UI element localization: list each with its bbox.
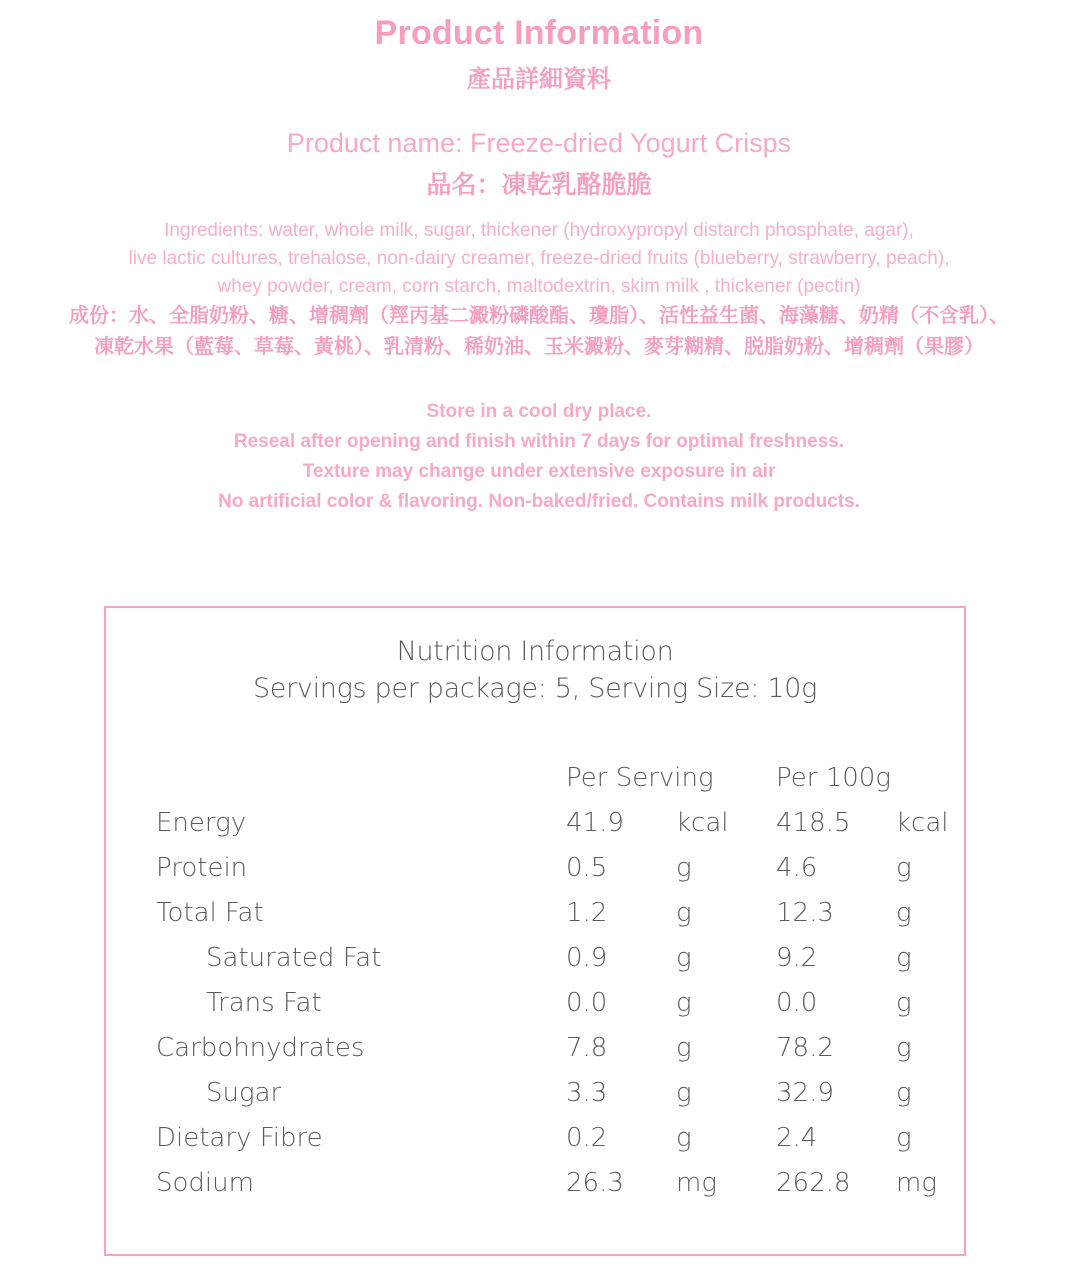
nutrition-row-per-100g-unit: g [896,943,912,973]
ingredients-line-zh-1: 成份：水、全脂奶粉、糖、增稠劑（羥丙基二澱粉磷酸酯、瓊脂）、活性益生菌、海藻糖、奶精（不含乳）、 [69,305,1009,327]
nutrition-row-label: Total Fat [156,898,264,928]
ingredients-line-en-3: whey powder, cream, corn starch, maltodextrin, skim milk , thickener (pectin) [217,276,861,297]
storage-line-1: Store in a cool dry place. [426,401,652,422]
storage-line-2: Reseal after opening and finish within 7 days for optimal freshness. [233,431,845,452]
nutrition-row-per-serving-value: 7.8 [566,1033,608,1063]
nutrition-row-per-100g-value: 78.2 [776,1033,834,1063]
nutrition-row-per-serving-unit: g [676,853,692,883]
nutrition-row-label: Saturated Fat [206,943,382,973]
ingredients-line-en-2: live lactic cultures, trehalose, non-dairy creamer, freeze-dried fruits (blueberry, strawberry, peach), [128,248,950,269]
nutrition-row-per-100g-unit: kcal [896,808,949,838]
nutrition-row-per-100g-value: 0.0 [776,988,818,1018]
ingredients-line-en-1: Ingredients: water, whole milk, sugar, thickener (hydroxypropyl distarch phosphate, agar), [164,220,914,241]
nutrition-row-per-100g-unit: g [896,1078,912,1108]
nutrition-row-label: Trans Fat [206,988,322,1018]
nutrition-row-per-serving-value: 41.9 [566,808,624,838]
nutrition-row-per-serving-value: 26.3 [566,1168,624,1198]
nutrition-row-per-100g-value: 32.9 [776,1078,834,1108]
product-name-chinese: 品名：凍乾乳酪脆脆 [426,171,652,199]
nutrition-header-per-serving: Per Serving [566,763,714,793]
nutrition-title: Nutrition Information [396,636,674,667]
nutrition-row-per-100g-value: 418.5 [776,808,851,838]
nutrition-table-header-row [156,756,949,801]
nutrition-row-per-serving-value: 0.5 [566,853,608,883]
nutrition-row-per-serving-unit: g [676,898,692,928]
nutrition-information-panel [104,606,966,1256]
nutrition-row-label: Energy [156,808,247,838]
nutrition-row-per-serving-unit: mg [676,1168,717,1198]
nutrition-row-per-serving-value: 3.3 [566,1078,608,1108]
nutrition-row-per-serving-unit: kcal [676,808,729,838]
nutrition-row-per-100g-unit: mg [896,1168,937,1198]
nutrition-row-per-serving-unit: g [676,988,692,1018]
nutrition-row-per-serving-unit: g [676,1033,692,1063]
nutrition-row-label: Sodium [156,1168,254,1198]
nutrition-row-per-serving-unit: g [676,1123,692,1153]
storage-instructions-block [0,397,1078,517]
ingredients-line-zh-2: 凍乾水果（藍莓、草莓、黃桃）、乳清粉、稀奶油、玉米澱粉、麥芽糊精、脱脂奶粉、增稠劑（果膠） [94,336,984,358]
nutrition-table [156,756,949,1206]
nutrition-row-per-100g-unit: g [896,1123,912,1153]
nutrition-row [156,1026,949,1071]
nutrition-row-label: Dietary Fibre [156,1123,323,1153]
nutrition-row-per-100g-unit: g [896,853,912,883]
nutrition-header-per-100g: Per 100g [776,763,891,793]
nutrition-row-per-serving-unit: g [676,943,692,973]
nutrition-header-blank [156,756,566,801]
nutrition-row-label: Sugar [206,1078,282,1108]
nutrition-row [156,801,949,846]
nutrition-row-per-serving-unit: g [676,1078,692,1108]
nutrition-row [156,891,949,936]
nutrition-row-per-serving-value: 0.9 [566,943,608,973]
ingredients-block [0,217,1078,363]
nutrition-row-label: Carbohnydrates [156,1033,365,1063]
nutrition-row [156,936,949,981]
nutrition-row-per-100g-unit: g [896,898,912,928]
nutrition-row-per-100g-value: 262.8 [776,1168,851,1198]
product-name-english: Product name: Freeze-dried Yogurt Crisps [286,128,792,158]
nutrition-row [156,846,949,891]
nutrition-row-per-100g-unit: g [896,988,912,1018]
nutrition-row-per-100g-value: 2.4 [776,1123,818,1153]
nutrition-row-per-100g-value: 9.2 [776,943,818,973]
nutrition-row-per-serving-value: 1.2 [566,898,608,928]
nutrition-row-per-100g-value: 4.6 [776,853,818,883]
nutrition-serving-info: Servings per package: 5, Serving Size: 10g [252,673,818,704]
nutrition-row-label: Protein [156,853,248,883]
page-title: Product Information [374,14,704,52]
nutrition-row-per-serving-value: 0.0 [566,988,608,1018]
nutrition-row-per-serving-value: 0.2 [566,1123,608,1153]
nutrition-table-body [156,801,949,1206]
nutrition-row-per-100g-unit: g [896,1033,912,1063]
storage-line-3: Texture may change under extensive exposure in air [302,461,776,482]
nutrition-row [156,981,949,1026]
nutrition-row [156,1071,949,1116]
nutrition-row-per-100g-value: 12.3 [776,898,834,928]
storage-line-4: No artificial color & flavoring. Non-baked/fried. Contains milk products. [218,491,860,512]
nutrition-row [156,1161,949,1206]
page-title-chinese: 產品詳細資料 [467,66,611,93]
product-information-page [0,14,1078,1288]
nutrition-row [156,1116,949,1161]
